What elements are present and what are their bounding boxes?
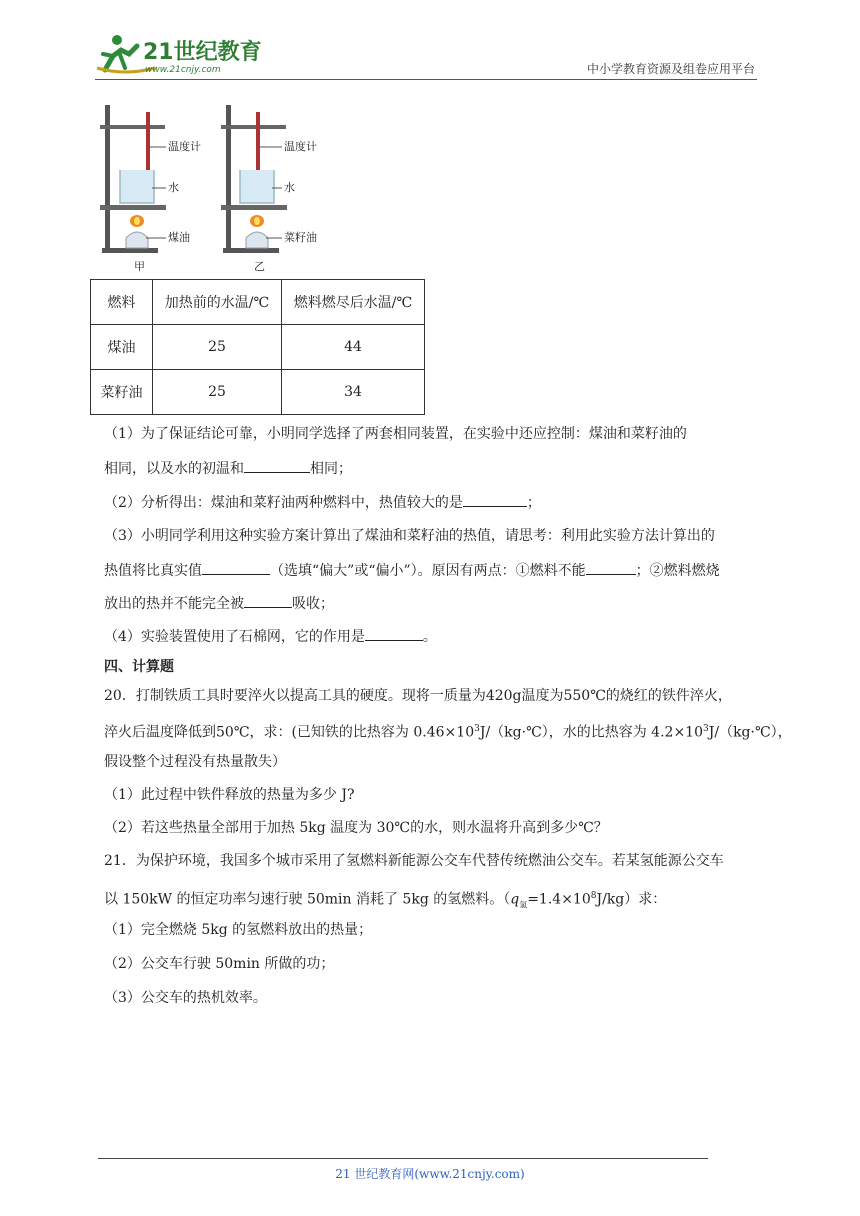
svg-text:菜籽油: 菜籽油 [284,231,317,244]
site-logo [95,32,265,76]
q19-part1-line2: 相同，以及水的初温和 相同； [104,458,352,479]
answer-blank[interactable] [202,560,270,575]
apparatus-right [221,105,317,273]
svg-text:甲: 甲 [134,260,145,273]
fuel-temperature-table [90,279,425,415]
q19-part4: （4）实验装置使用了石棉网，它的作用是 。 [104,626,437,647]
q20-line3: 假设整个过程没有热量散失） [104,754,286,770]
answer-blank[interactable] [244,458,310,473]
table-cell: 25 [153,370,282,415]
table-row [91,370,425,415]
page-footer: 21 世纪教育网(www.21cnjy.com) [335,1167,525,1181]
q20-sub1: （1）此过程中铁件释放的热量为多少 J? [104,787,355,803]
table-header-cell: 燃料燃尽后水温/℃ [282,280,425,325]
header-platform-name: 中小学教育资源及组卷应用平台 [586,62,755,76]
q19-part3-line2: 热值将比真实值 （选填“偏大”或“偏小”）。原因有两点：①燃料不能 ；②燃料燃烧 [104,560,720,581]
svg-text:温度计: 温度计 [168,140,201,153]
q19-part2: （2）分析得出：煤油和菜籽油两种燃料中，热值较大的是 ； [104,492,541,513]
apparatus-left [100,105,201,273]
q19-part3-line1: （3）小明同学利用这种实验方案计算出了煤油和菜籽油的热值，请思考：利用此实验方法计算出的 [104,528,715,544]
page-header [95,30,760,80]
q19-part3-line3: 放出的热并不能完全被 吸收； [104,593,334,614]
table-cell: 34 [282,370,425,415]
table-cell: 煤油 [91,325,153,370]
answer-blank[interactable] [586,560,636,575]
experiment-apparatus-figure [94,100,334,275]
footer-divider [98,1158,708,1159]
q21-line2: 以 150kW 的恒定功率匀速行驶 50min 消耗了 5kg 的氢燃料。$(q_氢=1.4\times 10^8J/kg)$求： [104,891,667,910]
svg-text:温度计: 温度计 [284,140,317,153]
section-heading: 四、计算题 [104,659,174,675]
q21-sub2: （2）公交车行驶 50min 所做的功； [104,956,335,972]
svg-text:www.21cnjy.com: www.21cnjy.com [145,65,221,75]
svg-text:煤油: 煤油 [168,231,190,244]
q20-line1: 20．打制铁质工具时要淬火以提高工具的硬度。现将一质量为420g温度为550℃的烧红的铁件淬火， [104,688,732,704]
svg-text:乙: 乙 [254,260,265,273]
q20-line2: 淬火后温度降低到50℃，求：(已知铁的比热容为 $0.46\times 10^3J/(kg\cdot℃)$，水的比热容为 $4.2\times 10^3J/(kg\cdot℃)$， [104,724,792,741]
table-cell: 25 [153,325,282,370]
q21-sub3: （3）公交车的热机效率。 [104,990,267,1006]
table-header-cell: 燃料 [91,280,153,325]
svg-text:水: 水 [168,181,179,194]
q21-line1: 21．为保护环境，我国多个城市采用了氢燃料新能源公交车代替传统燃油公交车。若某氢能源公交车 [104,853,724,869]
table-cell: 菜籽油 [91,370,153,415]
answer-blank[interactable] [463,492,527,507]
answer-blank[interactable] [365,626,423,641]
svg-text:水: 水 [284,181,295,194]
header-divider [95,79,757,80]
table-row [91,325,425,370]
q19-part1-line1: （1）为了保证结论可靠，小明同学选择了两套相同装置，在实验中还应控制：煤油和菜籽油的 [104,426,687,442]
table-header-row [91,280,425,325]
svg-text:21世纪教育: 21世纪教育 [143,40,262,65]
answer-blank[interactable] [244,593,292,608]
table-header-cell: 加热前的水温/℃ [153,280,282,325]
q20-sub2: （2）若这些热量全部用于加热 5kg 温度为 30℃的水，则水温将升高到多少℃？ [104,820,608,836]
q21-sub1: （1）完全燃烧 5kg 的氢燃料放出的热量； [104,922,373,938]
table-cell: 44 [282,325,425,370]
